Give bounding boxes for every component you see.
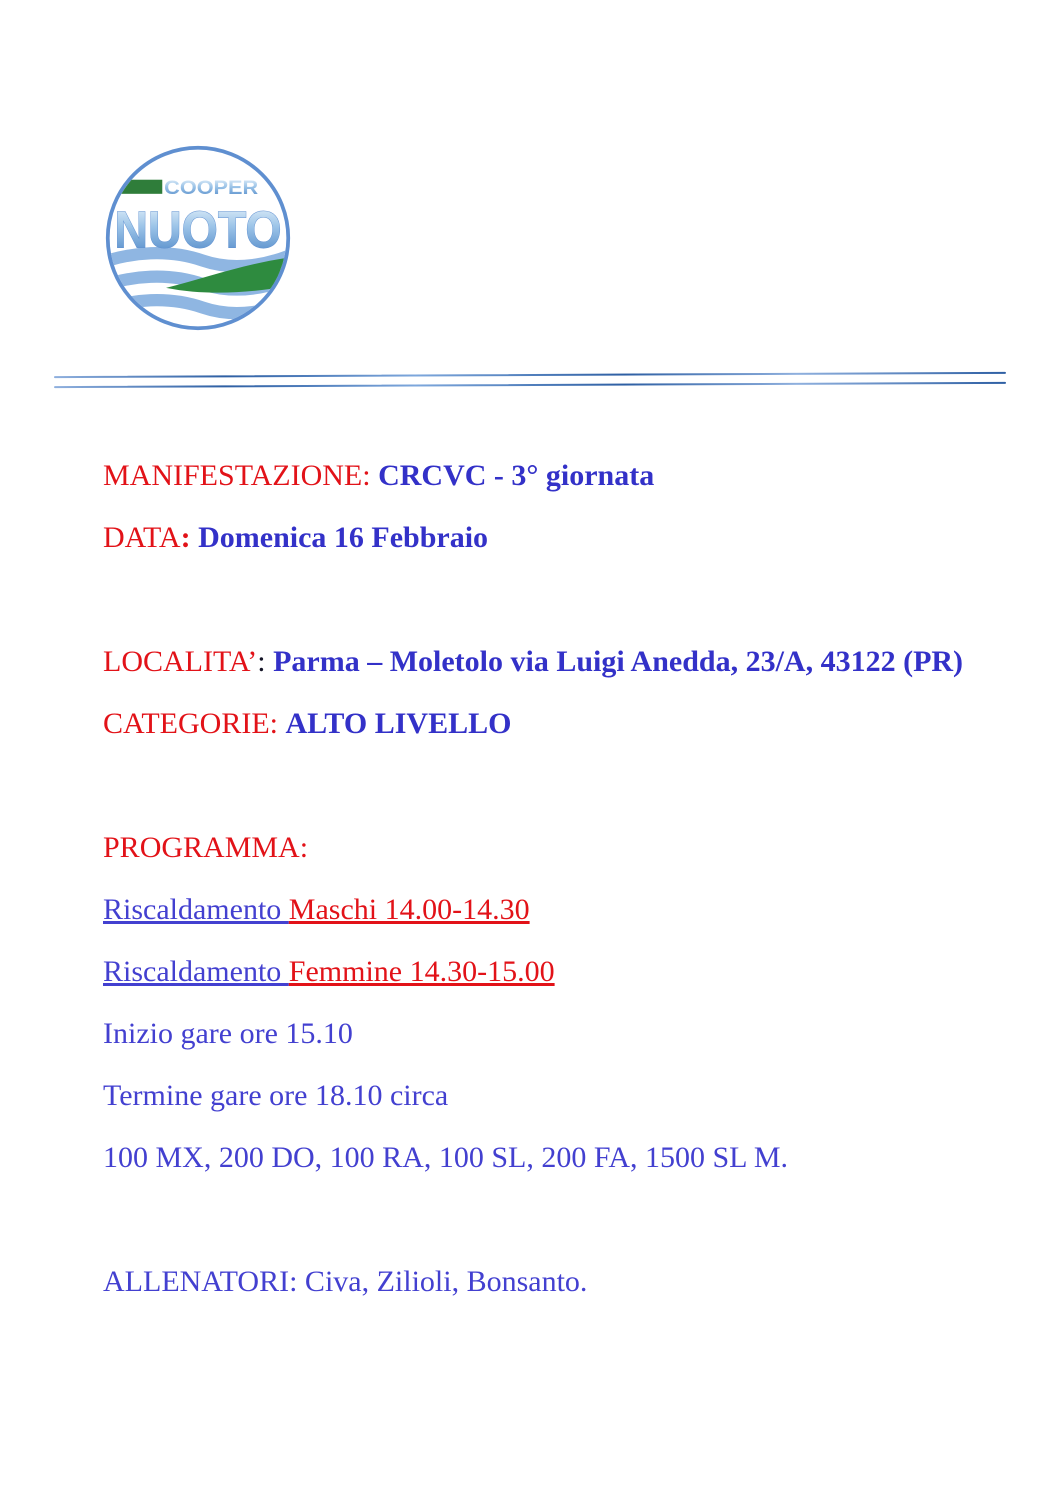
field-data [103,514,975,561]
schedule-line-inizio [103,1010,975,1057]
heading-text: PROGRAMMA: [103,831,309,864]
warmup-lead: Riscaldamento [103,893,289,926]
logo-cooper-text: COOPER [164,176,259,199]
warmup-rest: Femmine 14.30-15.00 [288,955,555,988]
field-label: DATA [103,521,181,554]
field-manifestazione [103,452,975,499]
field-value: CRCVC - 3° giornata [378,459,655,492]
schedule-line-events [103,1134,975,1181]
allenatori-text: ALLENATORI: Civa, Zilioli, Bonsanto. [103,1265,588,1298]
schedule-text: Inizio gare ore 15.10 [103,1017,353,1050]
schedule-line-termine [103,1072,975,1119]
schedule-text: 100 MX, 200 DO, 100 RA, 100 SL, 200 FA, 1500 SL M. [103,1141,789,1174]
schedule-text: Termine gare ore 18.10 circa [103,1079,449,1112]
field-colon: : [180,521,191,554]
logo-green-bar [106,180,162,194]
warmup-lead: Riscaldamento [103,955,289,988]
field-label: MANIFESTAZIONE [103,459,363,492]
field-label: LOCALITA’ [103,645,258,678]
programma-heading [103,824,975,871]
field-colon: : [257,645,266,678]
warmup-line-maschi [103,886,975,933]
horizontal-divider [54,372,1006,388]
field-value: Parma – Moletolo via Luigi Anedda, 23/A, 43122 (PR) [273,645,964,678]
field-label: CATEGORIE [103,707,270,740]
field-colon: : [269,707,278,740]
divider-line-top [54,372,1006,378]
field-value: ALTO LIVELLO [285,707,512,740]
logo-nuoto-text: NUOTO [114,200,282,259]
warmup-rest: Maschi 14.00-14.30 [288,893,530,926]
cooper-nuoto-logo [104,144,292,332]
warmup-line-femmine [103,948,975,995]
allenatori-line [103,1258,975,1305]
field-colon: : [362,459,371,492]
field-localita [103,638,975,685]
field-categorie [103,700,975,747]
divider-line-bottom [54,382,1006,388]
field-value: Domenica 16 Febbraio [198,521,489,554]
logo-svg [104,144,292,332]
document-body [103,452,975,1320]
